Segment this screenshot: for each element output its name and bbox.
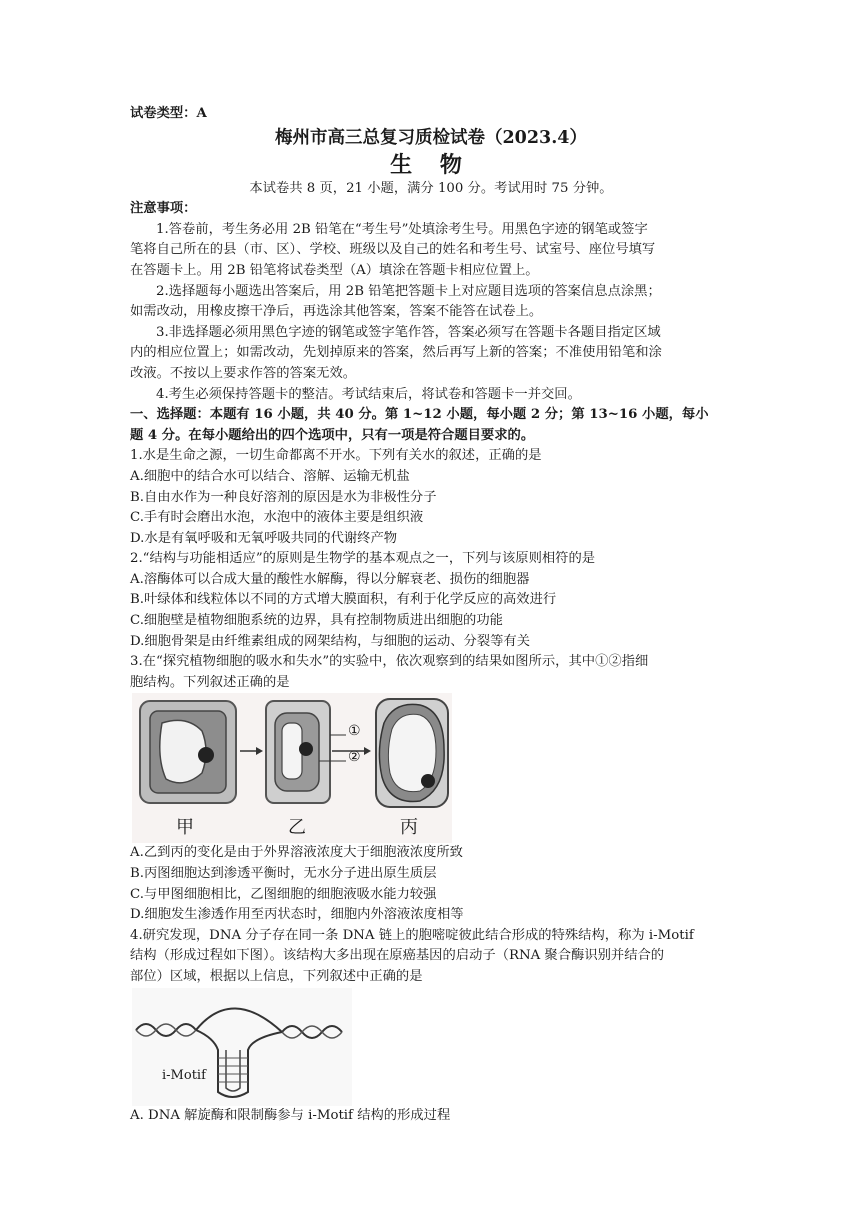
notice-line: 笔将自己所在的县（市、区）、学校、班级以及自己的姓名和考生号、试室号、座位号填写 [130,242,656,258]
question-1-option-d: D.水是有氧呼吸和无氧呼吸共同的代谢终产物 [130,530,398,546]
question-4-stem: 4.研究发现，DNA 分子存在同一条 DNA 链上的胞嘧啶彼此结合形成的特殊结构，称为 i-Motif [130,927,694,943]
question-4-option-a: A. DNA 解旋酶和限制酶参与 i-Motif 结构的形成过程 [130,1107,451,1123]
notice-line: 1.答卷前，考生务必用 2B 铅笔在“考生号”处填涂考生号。用黑色字迹的钢笔或签字 [156,221,648,237]
callout-2: ② [348,749,361,766]
notice-line: 改液。不按以上要求作答的答案无效。 [130,365,357,381]
question-3-option-c: C.与甲图细胞相比，乙图细胞的细胞液吸水能力较强 [130,886,437,902]
notice-line: 如需改动，用橡皮擦干净后，再选涂其他答案，答案不能答在试卷上。 [130,304,543,320]
notice-line: 2.选择题每小题选出答案后，用 2B 铅笔把答题卡上对应题目选项的答案信息点涂黑； [156,283,661,299]
callout-1: ① [348,723,361,740]
question-3-option-d: D.细胞发生渗透作用至丙状态时，细胞内外溶液浓度相等 [130,907,464,923]
question-3-stem: 3.在“探究植物细胞的吸水和失水”的实验中，依次观察到的结果如图所示，其中①②指细 [130,654,649,670]
question-3-option-b: B.丙图细胞达到渗透平衡时，无水分子进出原生质层 [130,866,437,882]
notice-heading: 注意事项： [130,201,197,217]
notice-list [130,220,732,405]
notice-line: 4.考生必须保持答题卡的整洁。考试结束后，将试卷和答题卡一并交回。 [156,386,581,402]
paper-type: 试卷类型：A [130,106,207,121]
question-1-option-c: C.手有时会磨出水泡，水泡中的液体主要是组织液 [130,510,424,526]
question-3-stem: 胞结构。下列叙述正确的是 [130,674,290,690]
i-motif-figure [132,988,732,1106]
question-2-option-a: A.溶酶体可以合成大量的酸性水解酶，得以分解衰老、损伤的细胞器 [130,571,530,587]
figure-label-yi: 乙 [288,817,306,839]
section-heading: 题 4 分。在每小题给出的四个选项中，只有一项是符合题目要求的。 [130,427,535,443]
exam-page [130,104,732,1126]
exam-intro: 本试卷共 8 页，21 小题，满分 100 分。考试用时 75 分钟。 [249,180,613,196]
question-2-stem: 2.“结构与功能相适应”的原则是生物学的基本观点之一，下列与该原则相符的是 [130,551,596,567]
question-1-option-b: B.自由水作为一种良好溶剂的原因是水为非极性分子 [130,489,437,505]
subject-title: 生 物 [390,151,472,178]
cell-yi [266,701,330,803]
question-4-stem: 结构（形成过程如下图）。该结构大多出现在原癌基因的启动子（RNA 聚合酶识别并结合的 [130,948,665,964]
notice-line: 在答题卡上。用 2B 铅笔将试卷类型（A）填涂在答题卡相应位置上。 [130,262,539,278]
plant-cell-figure [132,693,732,843]
figure-label-bing: 丙 [400,817,418,839]
cell-jia [140,701,236,803]
notice-line: 内的相应位置上；如需改动，先划掉原来的答案，然后再写上新的答案；不准使用铅笔和涂 [130,345,662,361]
question-4-stem: 部位）区域，根据以上信息，下列叙述中正确的是 [130,969,423,984]
question-2-option-c: C.细胞壁是植物细胞系统的边界，具有控制物质进出细胞的功能 [130,613,503,629]
question-1-stem: 1.水是生命之源，一切生命都离不开水。下列有关水的叙述，正确的是 [130,448,542,464]
cell-bing [376,699,448,807]
question-2-option-d: D.细胞骨架是由纤维素组成的网架结构，与细胞的运动、分裂等有关 [130,633,531,649]
i-motif-diagram [132,988,352,1106]
exam-title: 梅州市高三总复习质检试卷（2023.4） [275,127,587,148]
question-2-option-b: B.叶绿体和线粒体以不同的方式增大膜面积，有利于化学反应的高效进行 [130,592,557,608]
question-3-option-a: A.乙到丙的变化是由于外界溶液浓度大于细胞液浓度所致 [130,845,463,861]
section-heading: 一、选择题：本题有 16 小题，共 40 分。第 1~12 小题，每小题 2 分；第 13~16 小题，每小 [130,407,709,423]
i-motif-label: i-Motif [162,1067,206,1083]
question-1-option-a: A.细胞中的结合水可以结合、溶解、运输无机盐 [130,468,410,484]
notice-line: 3.非选择题必须用黑色字迹的钢笔或签字笔作答，答案必须写在答题卡各题目指定区域 [156,324,661,340]
figure-label-jia: 甲 [176,817,194,839]
